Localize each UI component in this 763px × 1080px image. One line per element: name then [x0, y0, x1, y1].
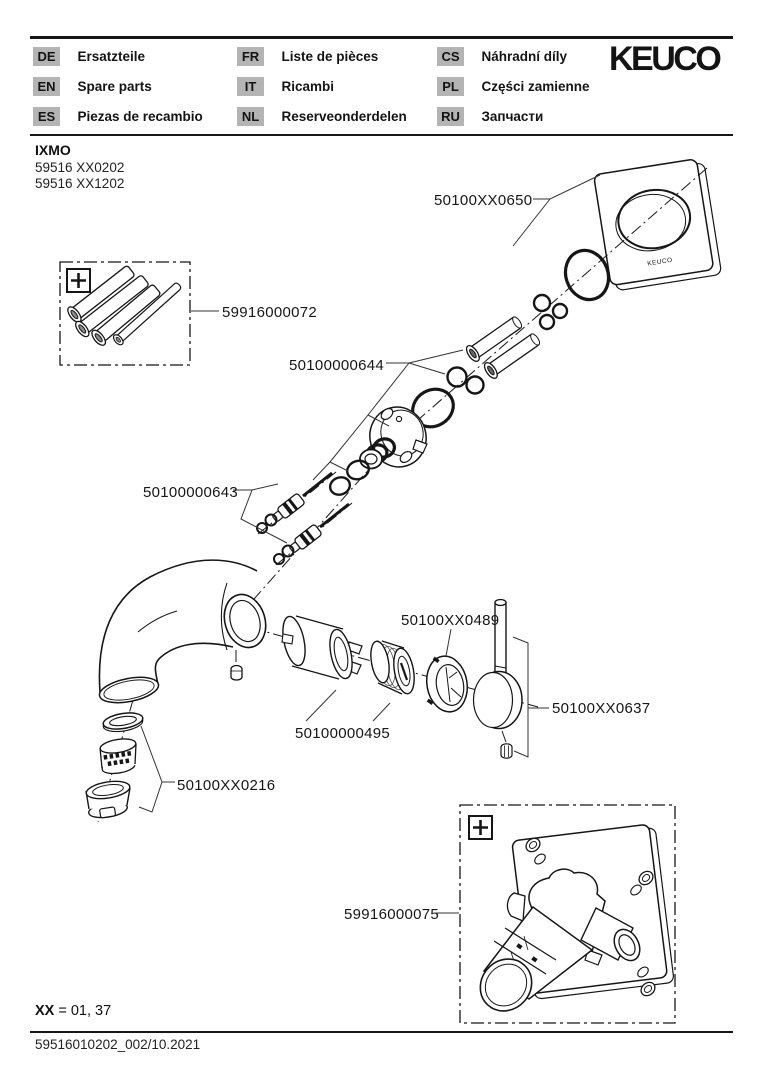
lang-code-badge: NL [237, 107, 264, 126]
footer-rule [30, 1031, 733, 1033]
aerator-insert-drawing [99, 737, 137, 776]
variant-note [35, 1003, 111, 1019]
part-label-hose-kit: 59916000072 [222, 304, 318, 321]
part-label-escutcheon: 50100XX0489 [401, 612, 500, 629]
part-label-body-seals: 50100000644 [289, 357, 385, 374]
part-label-aerator: 50100XX0216 [177, 777, 276, 794]
part-label-valve-kit: 59916000075 [344, 906, 440, 923]
lang-label: Piezas de recambio [77, 109, 203, 124]
lang-label: Spare parts [77, 79, 152, 94]
connection-hoses-drawing [464, 313, 543, 380]
escutcheon-ring-drawing [422, 653, 471, 715]
lang-code-badge: RU [437, 107, 464, 126]
part-label-cartridge: 50100000495 [295, 725, 391, 742]
check-valve-drawing [257, 473, 332, 533]
set-screw-drawing [501, 744, 512, 758]
part-label-check-valves: 50100000643 [143, 484, 239, 501]
product-code: 59516 XX0202 [35, 160, 125, 175]
lang-label: Ricambi [281, 79, 334, 94]
product-code: 59516 XX1202 [35, 176, 125, 191]
o-ring-drawing [328, 475, 353, 498]
wall-plate-drawing [594, 158, 722, 292]
lang-code-badge: PL [437, 77, 464, 96]
variant-key: XX [35, 1003, 55, 1019]
lang-label: Reserveonderdelen [281, 109, 407, 124]
plus-icon [67, 269, 90, 292]
plate-logo-text: KEUCO [646, 256, 674, 268]
lang-label: Ersatzteile [77, 49, 145, 64]
spout-drawing [97, 560, 272, 707]
lang-code-badge: FR [237, 47, 264, 66]
lang-code-badge: EN [33, 77, 60, 96]
lang-code-badge: IT [237, 77, 264, 96]
lang-code-badge: ES [33, 107, 60, 126]
spout-screw-drawing [231, 666, 242, 680]
seal-adapter-drawing [368, 640, 417, 695]
aerator-gasket-drawing [102, 710, 144, 734]
lang-code-badge: DE [33, 47, 60, 66]
lang-code-badge: CS [437, 47, 464, 66]
product-name: IXMO [35, 142, 71, 158]
lang-label: Náhradní díly [481, 49, 567, 64]
lang-label: Części zamienne [481, 79, 590, 94]
leader-lines [139, 175, 600, 913]
keuco-logo: KEUCO [609, 39, 720, 79]
part-label-handle: 50100XX0637 [552, 700, 651, 717]
o-ring-drawing [534, 295, 567, 329]
document-code: 59516010202_002/10.2021 [35, 1037, 201, 1052]
lang-label: Запчасти [481, 109, 544, 124]
aerator-housing-drawing [85, 779, 131, 820]
cartridge-drawing [279, 614, 362, 680]
variant-values: = 01, 37 [58, 1003, 112, 1019]
part-label-plate: 50100XX0650 [434, 192, 533, 209]
valve-kit-box [460, 805, 675, 1023]
plus-icon [469, 816, 492, 839]
hose-kit-box [60, 262, 190, 365]
lang-label: Liste de pièces [281, 49, 379, 64]
